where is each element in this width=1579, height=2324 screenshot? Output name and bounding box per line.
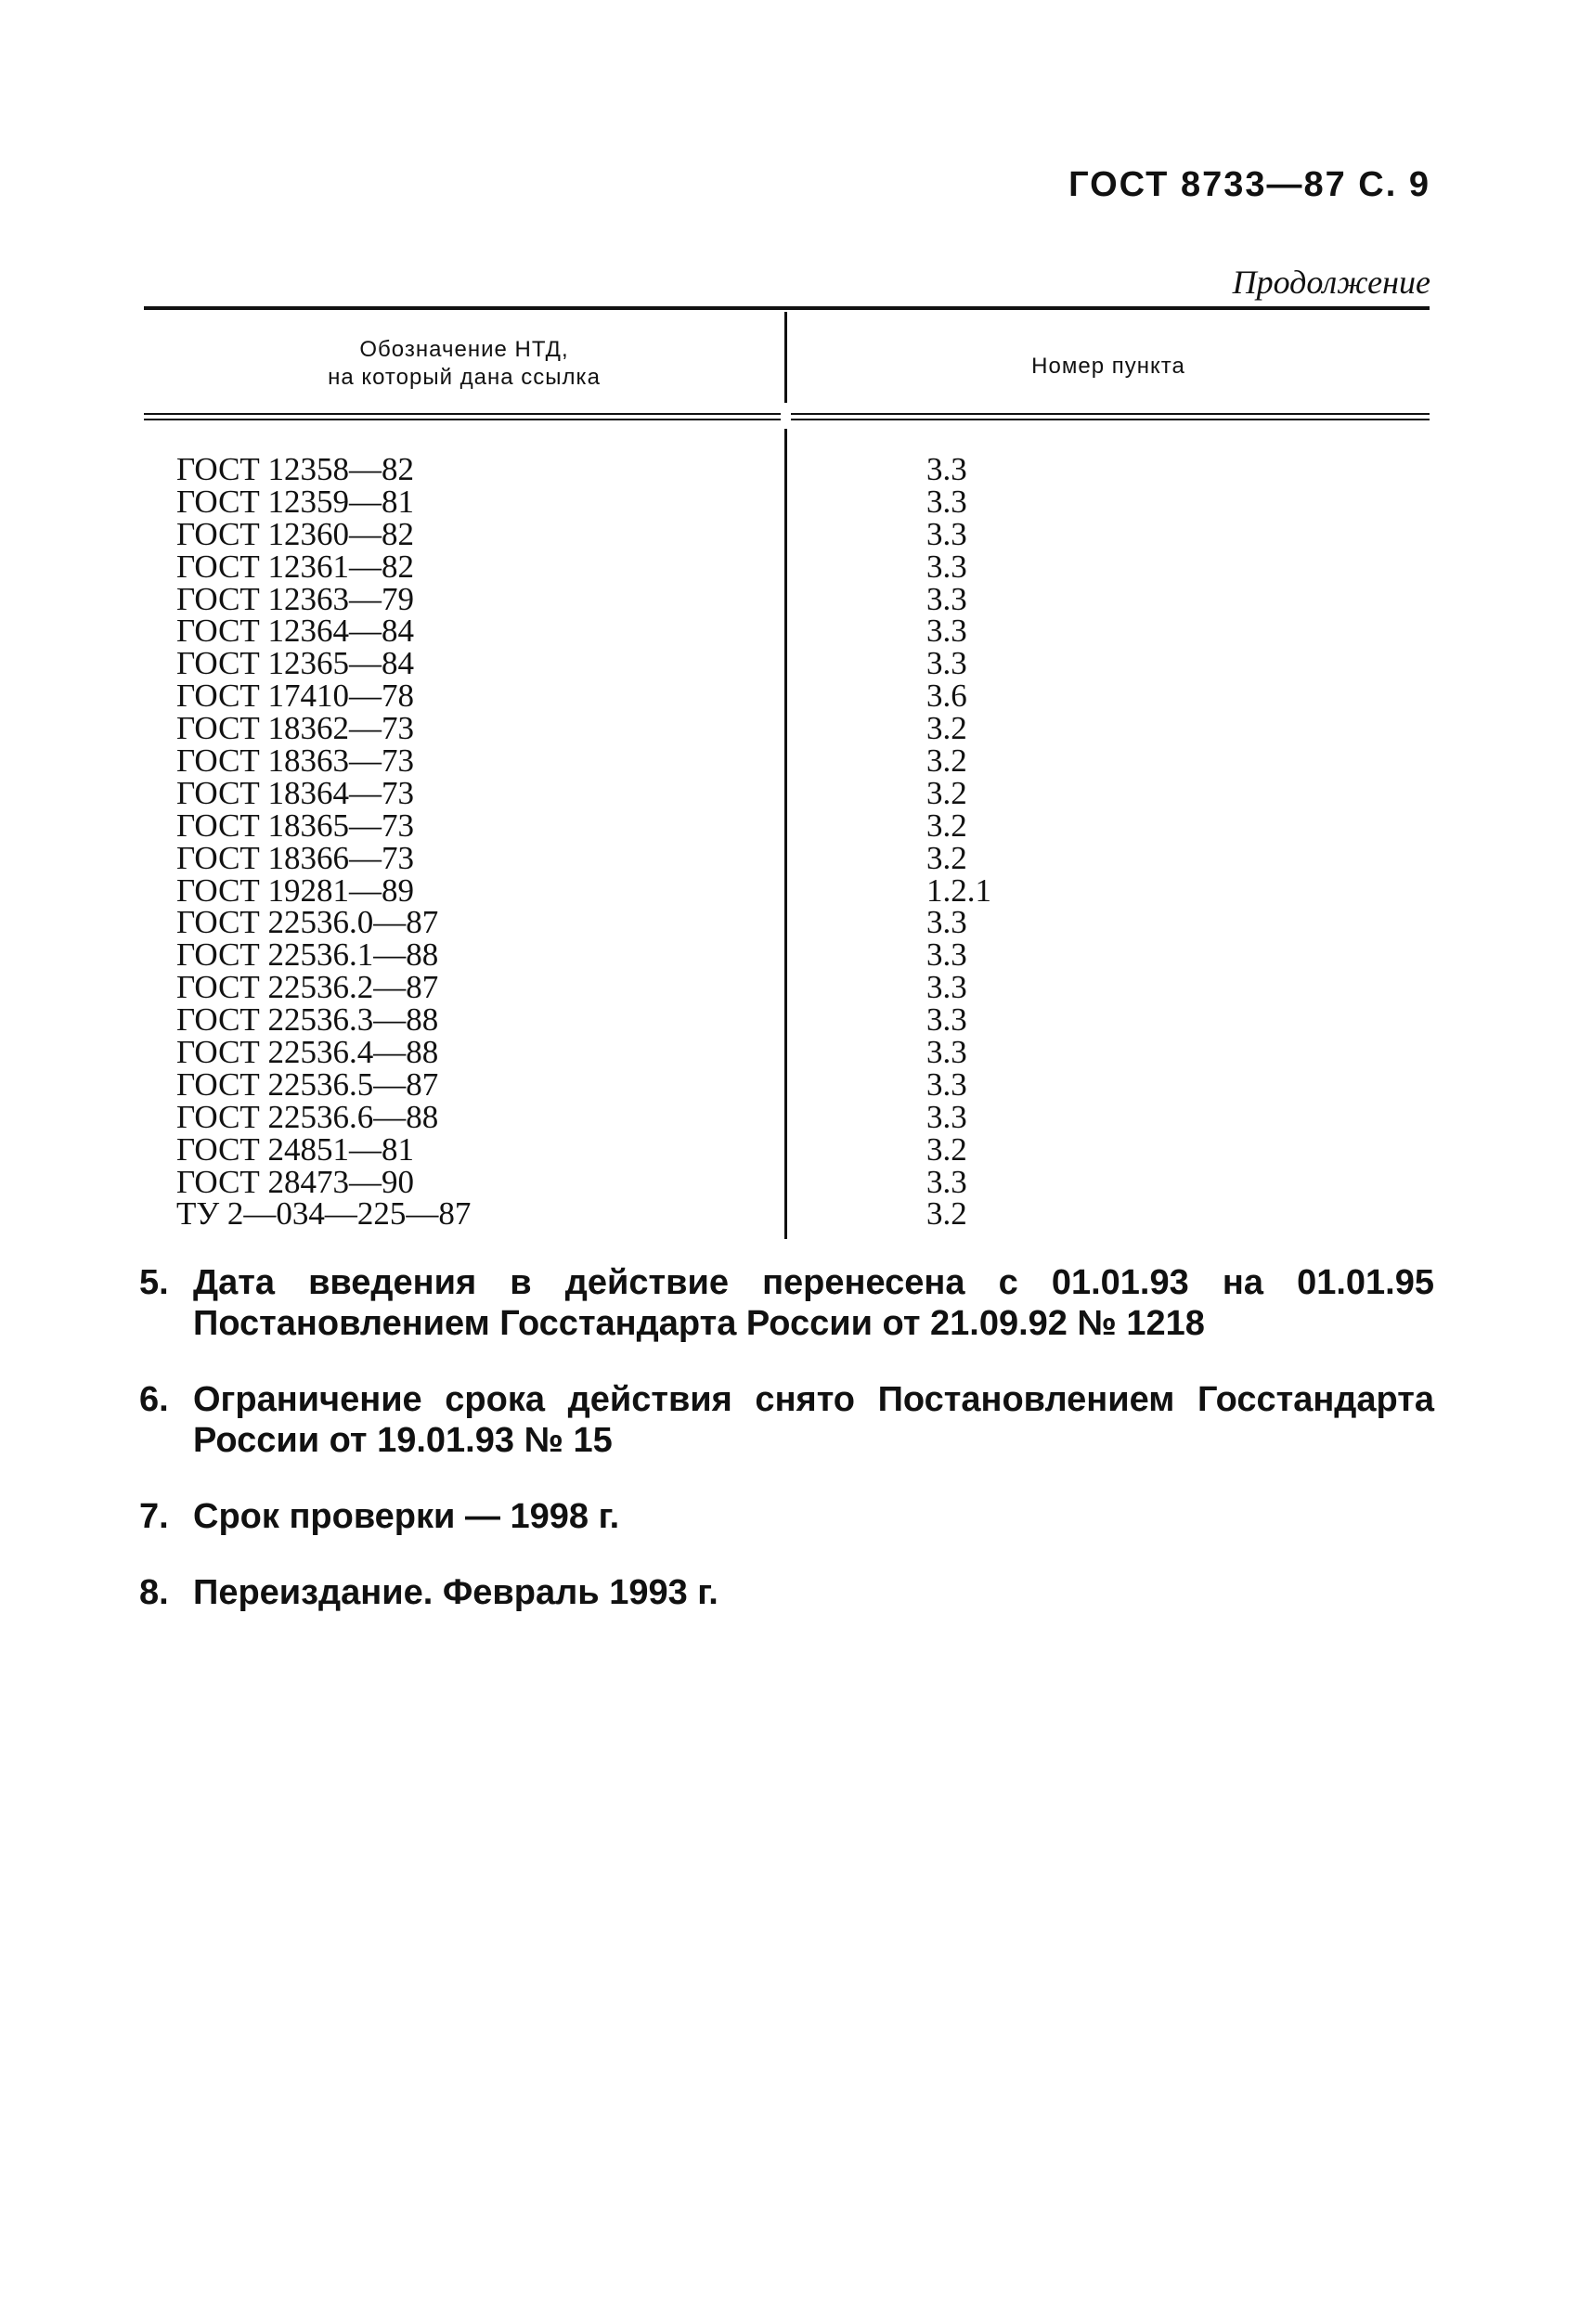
table-row [144, 1163, 1430, 1200]
note-number: 5. [139, 1263, 169, 1302]
note-item [139, 1262, 1434, 1344]
item-cell: 3.3 [926, 1001, 967, 1039]
reference-cell: ГОСТ 18365—73 [176, 807, 415, 844]
table-row [144, 774, 1430, 811]
table-row [144, 1001, 1430, 1039]
table-row [144, 1098, 1430, 1135]
table-row [144, 515, 1430, 552]
reference-cell: ГОСТ 12361—82 [176, 548, 415, 585]
table-row [144, 580, 1430, 617]
reference-cell: ГОСТ 22536.6—88 [176, 1098, 439, 1135]
item-cell: 3.2 [926, 807, 967, 844]
reference-cell: ГОСТ 28473—90 [176, 1163, 415, 1200]
table-row [144, 742, 1430, 780]
table-row [144, 453, 1430, 485]
table-row [144, 936, 1430, 974]
table-row [144, 678, 1430, 715]
page-header: ГОСТ 8733—87 С. 9 [1068, 165, 1430, 204]
reference-cell: ГОСТ 22536.0—87 [176, 904, 439, 941]
table-top-rule [144, 306, 1430, 310]
reference-cell: ГОСТ 12365—84 [176, 645, 415, 682]
reference-cell: ГОСТ 22536.1—88 [176, 936, 439, 974]
reference-cell: ГОСТ 22536.3—88 [176, 1001, 439, 1039]
table-body [144, 451, 1430, 1233]
item-cell: 3.2 [926, 742, 967, 780]
item-cell: 3.3 [926, 1065, 967, 1103]
table-row [144, 904, 1430, 941]
item-cell: 3.2 [926, 710, 967, 747]
note-number: 6. [139, 1380, 169, 1419]
item-cell: 3.2 [926, 1130, 967, 1168]
reference-cell: ГОСТ 12363—79 [176, 580, 415, 617]
table-row [144, 550, 1430, 583]
table-row [144, 969, 1430, 1006]
item-cell: 3.3 [926, 969, 967, 1006]
item-cell: 3.3 [926, 580, 967, 617]
reference-cell: ГОСТ 12364—84 [176, 613, 415, 650]
note-number: 7. [139, 1497, 169, 1536]
note-text: Срок проверки — 1998 г. [193, 1497, 620, 1536]
table-row [144, 1034, 1430, 1071]
note-number: 8. [139, 1573, 169, 1612]
item-cell: 1.2.1 [926, 872, 991, 909]
item-cell: 3.3 [926, 936, 967, 974]
reference-table [144, 306, 1430, 1239]
column-header-reference-line2: на который дана ссылка [328, 365, 601, 390]
reference-cell: ТУ 2—034—225—87 [176, 1195, 472, 1233]
note-text: Ограничение срока действия снято Постановлением Госстандарта России от 19.01.93 № 15 [193, 1380, 1434, 1460]
table-row [144, 710, 1430, 747]
reference-cell: ГОСТ 12358—82 [176, 451, 415, 487]
note-item [139, 1379, 1434, 1461]
reference-cell: ГОСТ 18364—73 [176, 774, 415, 811]
table-row [144, 1195, 1430, 1233]
note-item [139, 1496, 1434, 1537]
column-header-reference-line1: Обозначение НТД, [359, 337, 569, 362]
table-row [144, 809, 1430, 842]
continuation-label: Продолжение [1232, 264, 1430, 301]
note-text: Дата введения в действие перенесена с 01.01.93 на 01.01.95 Постановлением Госстандарта России от 21.09.92 № 1218 [193, 1263, 1434, 1343]
table-row [144, 645, 1430, 682]
table-row [144, 1065, 1430, 1103]
table-row [144, 874, 1430, 907]
reference-cell: ГОСТ 12359—81 [176, 483, 415, 520]
item-cell: 3.3 [926, 483, 967, 520]
item-cell: 3.3 [926, 1034, 967, 1071]
column-header-reference [144, 336, 784, 392]
note-item [139, 1572, 1434, 1613]
item-cell: 3.6 [926, 678, 967, 715]
reference-cell: ГОСТ 12360—82 [176, 515, 415, 552]
reference-cell: ГОСТ 18362—73 [176, 710, 415, 747]
reference-cell: ГОСТ 18366—73 [176, 839, 415, 876]
item-cell: 3.3 [926, 1098, 967, 1135]
table-row [144, 613, 1430, 650]
item-cell: 3.3 [926, 515, 967, 552]
item-cell: 3.3 [926, 1163, 967, 1200]
table-row [144, 485, 1430, 518]
item-cell: 3.3 [926, 904, 967, 941]
column-header-item: Номер пункта [1031, 354, 1185, 379]
table-row [144, 1130, 1430, 1168]
table-row [144, 839, 1430, 876]
reference-cell: ГОСТ 22536.2—87 [176, 969, 439, 1006]
notes-list [139, 1262, 1434, 1648]
reference-cell: ГОСТ 22536.5—87 [176, 1065, 439, 1103]
reference-cell: ГОСТ 24851—81 [176, 1130, 415, 1168]
item-cell: 3.2 [926, 1195, 967, 1233]
item-cell: 3.3 [926, 548, 967, 585]
item-cell: 3.2 [926, 839, 967, 876]
column-divider-gap [781, 403, 791, 429]
note-text: Переиздание. Февраль 1993 г. [193, 1573, 718, 1612]
reference-cell: ГОСТ 19281—89 [176, 872, 415, 909]
item-cell: 3.3 [926, 645, 967, 682]
reference-cell: ГОСТ 17410—78 [176, 678, 415, 715]
item-cell: 3.3 [926, 451, 967, 487]
reference-cell: ГОСТ 22536.4—88 [176, 1034, 439, 1071]
item-cell: 3.3 [926, 613, 967, 650]
item-cell: 3.2 [926, 774, 967, 811]
reference-cell: ГОСТ 18363—73 [176, 742, 415, 780]
